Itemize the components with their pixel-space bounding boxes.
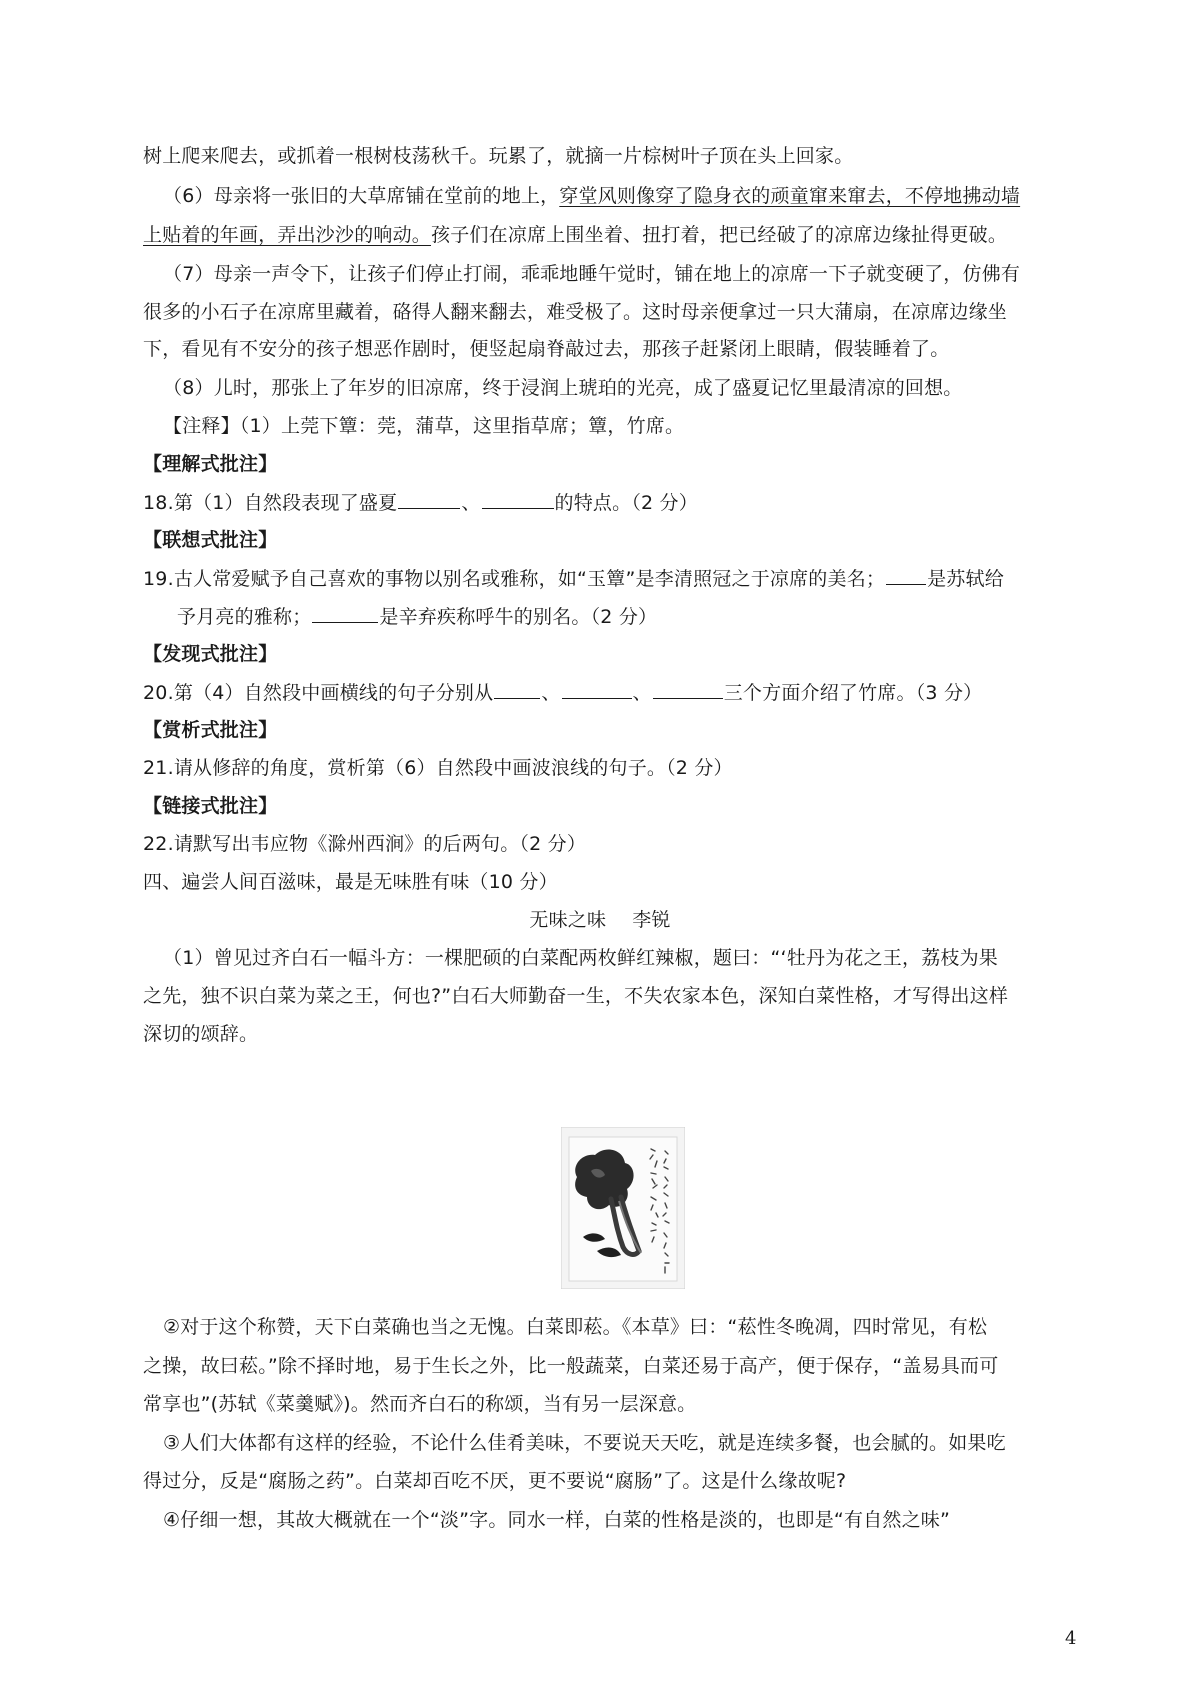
line-text: 常享也”(苏轼《菜羹赋》)。然而齐白石的称颂，当有另一层深意。	[143, 1393, 697, 1415]
question-text: 20.第（4）自然段中画横线的句子分别从	[143, 682, 494, 704]
line-text: （8）儿时，那张上了年岁的旧凉席，终于浸润上琥珀的光亮，成了盛夏记忆里最清凉的回想。	[163, 377, 963, 399]
heading-text: 【赏析式批注】	[143, 719, 278, 741]
page-number: 4	[1065, 1628, 1077, 1649]
text-line	[143, 143, 853, 169]
section-heading-appreciation	[143, 717, 277, 743]
question-text: 是苏轼给	[927, 568, 1004, 590]
article-paragraph-2-line-2	[143, 1353, 998, 1379]
answer-blank[interactable]	[482, 489, 554, 509]
painting-image	[561, 1127, 685, 1289]
heading-text: 四、遍尝人间百滋味，最是无味胜有味（10 分）	[143, 871, 558, 893]
article-paragraph-1-line-3	[143, 1021, 258, 1047]
question-18	[143, 489, 698, 516]
question-text: 21.请从修辞的角度，赏析第（6）自然段中画波浪线的句子。（2 分）	[143, 757, 733, 779]
line-text: 得过分，反是“腐肠之药”。白菜却百吃不厌，更不要说“腐肠”了。这是什么缘故呢?	[143, 1470, 847, 1492]
annotation-note	[163, 413, 684, 439]
answer-blank[interactable]	[562, 679, 632, 699]
article-paragraph-2-line-1	[163, 1314, 987, 1340]
line-text: 【注释】（1）上莞下簟：莞，蒲草，这里指草席；簟，竹席。	[163, 415, 685, 437]
wavy-underlined-sentence: 穿堂风则像穿了隐身衣的顽童窜来窜去，不停地拂动墙	[559, 185, 1021, 207]
article-title	[0, 907, 1200, 933]
title-text: 无味之味	[529, 909, 607, 931]
answer-blank[interactable]	[653, 679, 723, 699]
article-paragraph-1-line-2	[143, 983, 1008, 1009]
paragraph-8	[163, 375, 963, 401]
question-text: 19.古人常爱赋予自己喜欢的事物以别名或雅称，如“玉簟”是李清照冠之于凉席的美名；	[143, 568, 886, 590]
question-19-line-1	[143, 565, 1004, 592]
line-text: 孩子们在凉席上围坐着、扭打着，把已经破了的凉席边缘扯得更破。	[431, 224, 1008, 246]
answer-blank[interactable]	[312, 603, 378, 623]
question-text: 、	[461, 492, 481, 514]
question-21	[143, 755, 733, 781]
wavy-underlined-sentence-end: 上贴着的年画，弄出沙沙的响动。	[143, 224, 432, 246]
question-22	[143, 831, 586, 857]
section-heading-comprehension	[143, 451, 277, 477]
article-paragraph-3-line-1	[163, 1430, 1006, 1456]
question-text: 、	[632, 682, 652, 704]
line-text: （6）母亲将一张旧的大草席铺在堂前的地上，	[163, 185, 560, 207]
section-heading-discovery	[143, 641, 277, 667]
question-20	[143, 679, 982, 706]
line-text: 下，看见有不安分的孩子想恶作剧时，便竖起扇脊敲过去，那孩子赶紧闭上眼睛，假装睡着了。	[143, 338, 950, 360]
paragraph-6-line-1	[163, 183, 1020, 209]
question-19-line-2	[177, 603, 657, 630]
article-paragraph-1-line-1	[163, 945, 998, 971]
paragraph-7-line-1	[163, 261, 1020, 287]
line-text: （1）曾见过齐白石一幅斗方：一棵肥硕的白菜配两枚鲜红辣椒，题曰：“‘牡丹为花之王，荔枝为果	[163, 947, 998, 969]
line-text: ②对于这个称赞，天下白菜确也当之无愧。白菜即菘。《本草》曰：“菘性冬晚凋，四时常见，有松	[163, 1316, 988, 1338]
heading-text: 【理解式批注】	[143, 453, 278, 475]
question-text: 18.第（1）自然段表现了盛夏	[143, 492, 398, 514]
paragraph-7-line-3	[143, 336, 949, 362]
line-text: 之操，故曰菘。”除不择时地，易于生长之外，比一般蔬菜，白菜还易于高产，便于保存，“盖易具而可	[143, 1355, 999, 1377]
line-text: （7）母亲一声令下，让孩子们停止打闹，乖乖地睡午觉时，铺在地上的凉席一下子就变硬了，仿佛有	[163, 263, 1021, 285]
line-text: 之先，独不识白菜为菜之王，何也?”白石大师勤奋一生，不失农家本色，深知白菜性格，才写得出这样	[143, 985, 1009, 1007]
heading-text: 【链接式批注】	[143, 795, 278, 817]
line-text: 树上爬来爬去，或抓着一根树枝荡秋千。玩累了，就摘一片棕树叶子顶在头上回家。	[143, 145, 854, 167]
section-heading-linking	[143, 793, 277, 819]
answer-blank[interactable]	[398, 489, 460, 509]
line-text: 很多的小石子在凉席里藏着，硌得人翻来翻去，难受极了。这时母亲便拿过一只大蒲扇，在凉席边缘坐	[143, 301, 1008, 323]
question-text: 22.请默写出韦应物《滁州西涧》的后两句。（2 分）	[143, 833, 587, 855]
question-text: 三个方面介绍了竹席。（3 分）	[723, 682, 983, 704]
author-name: 李锐	[632, 909, 671, 931]
answer-blank[interactable]	[494, 679, 540, 699]
question-text: 是辛弃疾称呼牛的别名。（2 分）	[379, 606, 658, 628]
paragraph-6-line-2	[143, 222, 1007, 248]
qi-baishi-cabbage-painting	[561, 1127, 685, 1289]
heading-text: 【发现式批注】	[143, 643, 278, 665]
line-text: 深切的颂辞。	[143, 1023, 259, 1045]
question-text: 、	[541, 682, 561, 704]
section-heading-association	[143, 527, 277, 553]
question-text: 的特点。（2 分）	[554, 492, 698, 514]
article-paragraph-4-line-1	[163, 1507, 950, 1533]
paragraph-7-line-2	[143, 299, 1007, 325]
answer-blank[interactable]	[886, 565, 926, 585]
article-paragraph-2-line-3	[143, 1391, 696, 1417]
line-text: ④仔细一想，其故大概就在一个“淡”字。同水一样，白菜的性格是淡的，也即是“有自然之味”	[163, 1509, 951, 1531]
line-text: ③人们大体都有这样的经验，不论什么佳肴美味，不要说天天吃，就是连续多餐，也会腻的。如果吃	[163, 1432, 1006, 1454]
article-paragraph-3-line-2	[143, 1468, 846, 1494]
heading-text: 【联想式批注】	[143, 529, 278, 551]
section-four-heading	[143, 869, 558, 895]
question-text: 予月亮的雅称；	[177, 606, 312, 628]
